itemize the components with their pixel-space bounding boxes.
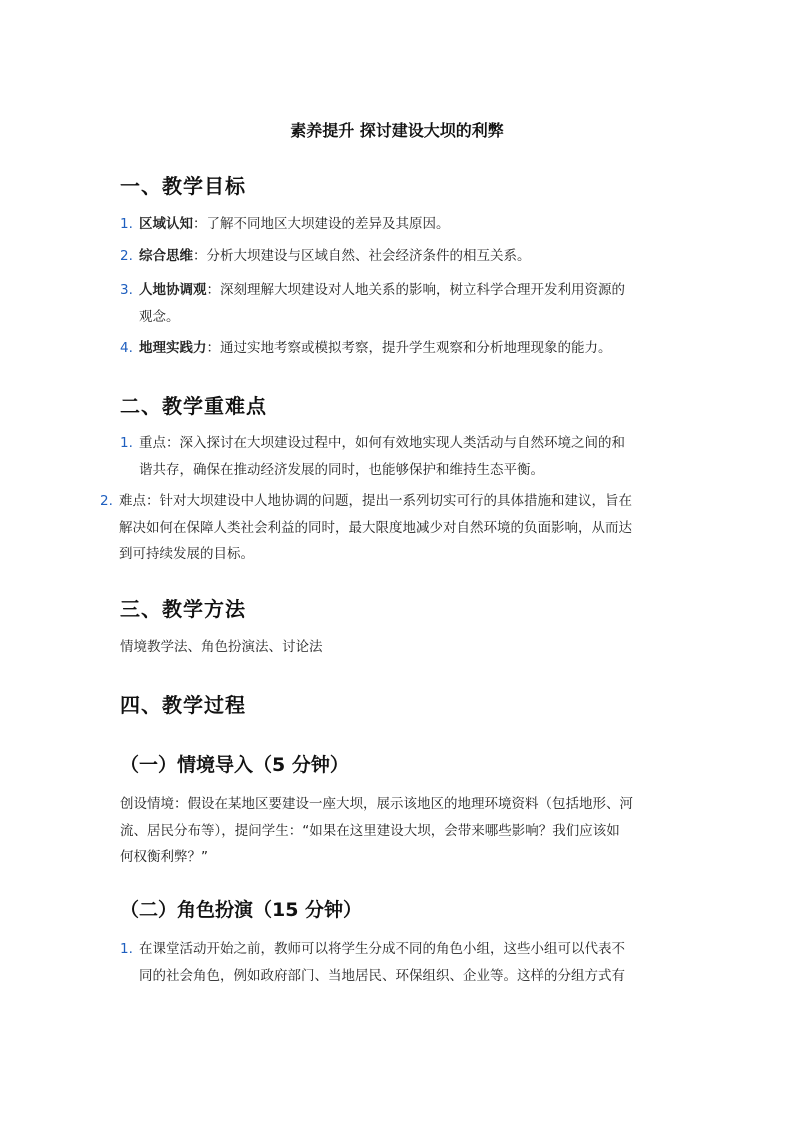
list-text-continued: 到可持续发展的目标。 [119,546,254,562]
list-number: 1. [120,216,133,232]
list-term: 人地协调观 [139,282,207,298]
list-item [120,243,680,270]
list-item [120,335,680,362]
list-item [120,430,680,483]
list-number: 3. [120,282,133,298]
methods-text: 情境教学法、角色扮演法、讨论法 [120,639,323,655]
list-text-continued: 谐共存，确保在推动经济发展的同时，也能够保护和维持生态平衡。 [139,461,544,478]
list-text: ：了解不同地区大坝建设的差异及其原因。 [193,216,450,232]
list-text: ：分析大坝建设与区域自然、社会经济条件的相互关系。 [193,248,531,264]
list-text: ：通过实地考察或模拟考察，提升学生观察和分析地理现象的能力。 [206,340,612,356]
list-number: 2. [100,493,113,509]
list-term: 地理实践力 [139,340,207,356]
list-item [120,211,680,238]
list-term: 综合思维 [139,248,193,264]
list-text-continued: 解决如何在保障人类社会利益的同时，最大限度地减少对自然环境的负面影响，从而达 [119,519,632,536]
list-number: 2. [120,248,133,264]
list-text: 在课堂活动开始之前，教师可以将学生分成不同的角色小组，这些小组可以代表不 [139,941,625,957]
subheading-scenario-intro: （一）情境导入（5 分钟） [120,754,349,776]
list-text: 难点：针对大坝建设中人地协调的问题，提出一系列切实可行的具体措施和建议，旨在 [119,493,632,509]
heading-key-points: 二、教学重难点 [120,394,267,418]
paragraph-line: 流、居民分布等），提问学生：“如果在这里建设大坝，会带来哪些影响？我们应该如 [120,822,620,839]
heading-teaching-goals: 一、教学目标 [120,174,246,198]
list-item [120,936,680,989]
list-number: 1. [120,435,133,451]
heading-teaching-methods: 三、教学方法 [120,597,246,621]
list-text: ：深刻理解大坝建设对人地关系的影响，树立科学合理开发利用资源的 [206,282,625,298]
list-number: 4. [120,340,133,356]
list-text: 重点：深入探讨在大坝建设过程中，如何有效地实现人类活动与自然环境之间的和 [139,435,625,451]
list-number: 1. [120,941,133,957]
paragraph-line: 何权衡利弊？” [120,849,208,865]
subheading-role-play: （二）角色扮演（15 分钟） [120,899,363,921]
heading-teaching-process: 四、教学过程 [120,693,246,717]
paragraph-line: 创设情境：假设在某地区要建设一座大坝，展示该地区的地理环境资料（包括地形、河 [120,796,633,812]
list-text-continued: 观念。 [139,308,180,325]
list-text-continued: 同的社会角色，例如政府部门、当地居民、环保组织、企业等。这样的分组方式有 [139,967,625,984]
list-item [120,277,680,330]
list-item [100,488,680,568]
document-title: 素养提升 探讨建设大坝的利弊 [290,121,504,140]
list-term: 区域认知 [139,216,193,232]
scenario-paragraph [120,791,680,871]
